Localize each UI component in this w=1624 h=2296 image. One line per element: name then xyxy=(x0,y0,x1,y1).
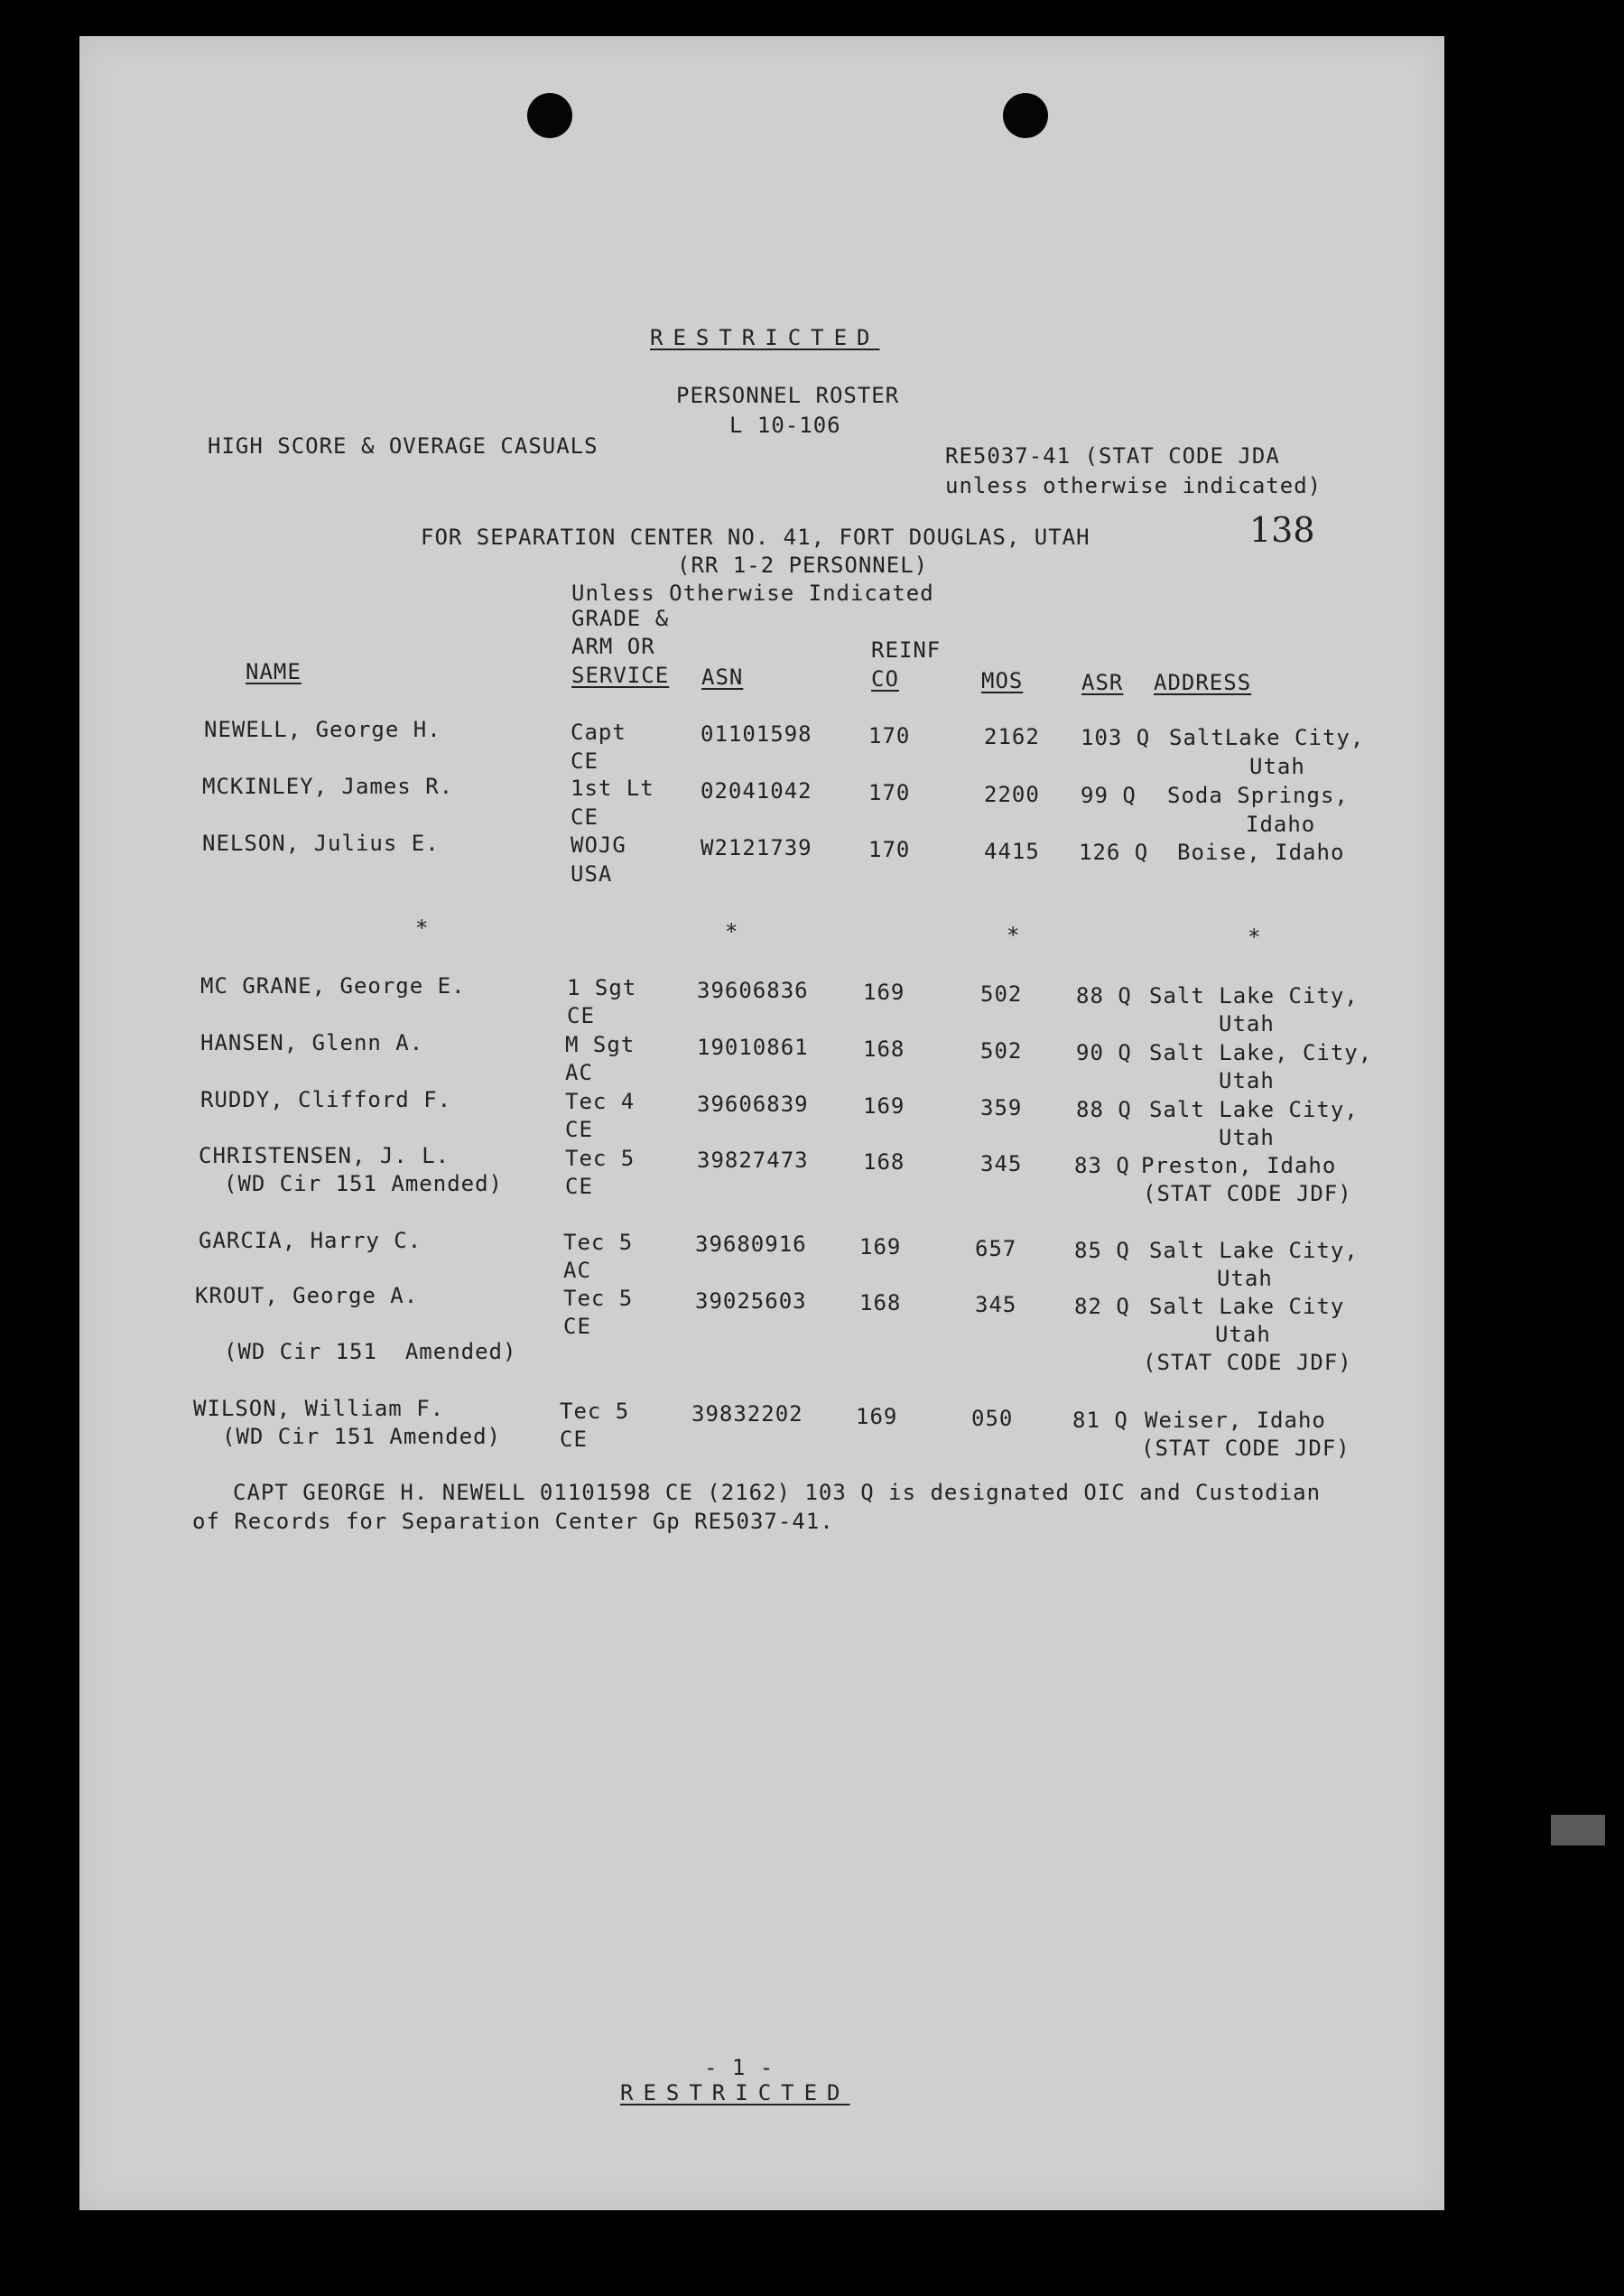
row-note: (WD Cir 151 Amended) xyxy=(224,1339,517,1364)
row-mos: 502 xyxy=(980,981,1023,1007)
row-grade: Tec 5 xyxy=(563,1230,634,1255)
row-name: KROUT, George A. xyxy=(195,1283,419,1308)
classification-header: RESTRICTED xyxy=(650,325,880,350)
row-co: 169 xyxy=(856,1404,898,1429)
row-asr: 85 Q xyxy=(1074,1238,1130,1263)
row-address-2: Utah xyxy=(1215,1322,1271,1347)
row-co: 170 xyxy=(868,723,911,748)
row-mos: 4415 xyxy=(984,839,1040,864)
page-stamp: 138 xyxy=(1249,510,1315,550)
separator-asterisk: * xyxy=(415,916,430,941)
custodian-note-line-1: CAPT GEORGE H. NEWELL 01101598 CE (2162) 103 Q is designated OIC and Custodian xyxy=(233,1480,1322,1505)
row-grade: Tec 5 xyxy=(560,1399,630,1424)
row-name: GARCIA, Harry C. xyxy=(199,1228,422,1253)
row-asn: 39832202 xyxy=(691,1401,803,1427)
row-address-1: Salt Lake City, xyxy=(1149,1238,1359,1263)
column-header-name: NAME xyxy=(246,659,302,684)
row-address-1: Salt Lake City, xyxy=(1149,1097,1359,1122)
classification-footer: RESTRICTED xyxy=(620,2080,850,2105)
row-asr: 82 Q xyxy=(1074,1294,1130,1319)
row-address-2: Utah xyxy=(1219,1125,1275,1150)
order-reference: L 10-106 xyxy=(729,413,841,438)
row-address-2: Utah xyxy=(1249,754,1305,779)
punch-hole-left xyxy=(527,93,572,138)
row-address-2: Utah xyxy=(1219,1068,1275,1093)
row-grade: Tec 5 xyxy=(563,1286,634,1311)
row-service: CE xyxy=(560,1427,588,1452)
row-asn: 19010861 xyxy=(697,1035,809,1060)
row-mos: 657 xyxy=(975,1236,1017,1261)
row-name: CHRISTENSEN, J. L. xyxy=(199,1143,450,1168)
document-page xyxy=(79,36,1444,2210)
row-address-1: Salt Lake City, xyxy=(1149,983,1359,1009)
row-co: 169 xyxy=(859,1234,902,1260)
column-header-grade-1: GRADE & xyxy=(571,606,670,631)
separator-asterisk: * xyxy=(1248,925,1262,950)
row-co: 168 xyxy=(863,1149,905,1175)
row-address-1: Boise, Idaho xyxy=(1177,840,1345,865)
roster-title: PERSONNEL ROSTER xyxy=(676,383,900,408)
row-name: RUDDY, Clifford F. xyxy=(200,1087,452,1112)
row-asr: 83 Q xyxy=(1074,1153,1130,1178)
row-service: AC xyxy=(563,1258,591,1283)
row-asn: 02041042 xyxy=(701,778,812,804)
row-address-1: Salt Lake City xyxy=(1149,1294,1345,1319)
separator-asterisk: * xyxy=(725,919,739,944)
group-label: HIGH SCORE & OVERAGE CASUALS xyxy=(208,433,599,459)
row-asr: 88 Q xyxy=(1076,1097,1132,1122)
row-mos: 345 xyxy=(975,1292,1017,1317)
row-asr: 103 Q xyxy=(1081,725,1151,750)
row-address-2: (STAT CODE JDF) xyxy=(1141,1436,1350,1461)
row-address-1: SaltLake City, xyxy=(1169,725,1365,750)
row-asn: 01101598 xyxy=(701,721,812,747)
row-service: CE xyxy=(567,1003,595,1028)
row-service: AC xyxy=(565,1060,593,1085)
page-number: - 1 - xyxy=(704,2055,775,2080)
row-co: 169 xyxy=(863,1093,905,1119)
row-name: WILSON, William F. xyxy=(193,1396,445,1421)
row-co: 168 xyxy=(863,1036,905,1062)
row-service: CE xyxy=(565,1117,593,1142)
custodian-note-line-2: of Records for Separation Center Gp RE5037-41. xyxy=(192,1509,834,1534)
row-name: NELSON, Julius E. xyxy=(202,831,440,856)
column-header-asr: ASR xyxy=(1081,670,1124,695)
column-header-grade-2: ARM OR xyxy=(571,634,655,659)
row-asn: 39680916 xyxy=(695,1232,807,1257)
row-mos: 050 xyxy=(971,1406,1014,1431)
row-grade: Tec 5 xyxy=(565,1146,636,1171)
row-address-2: Utah xyxy=(1217,1266,1273,1291)
column-header-reinf-2: CO xyxy=(871,666,899,692)
column-header-mos: MOS xyxy=(981,668,1024,693)
row-address-1: Soda Springs, xyxy=(1167,783,1349,808)
row-asr: 81 Q xyxy=(1072,1408,1128,1433)
row-name: MC GRANE, George E. xyxy=(200,973,466,999)
column-header-grade-3: SERVICE xyxy=(571,663,670,688)
row-grade: Capt xyxy=(571,720,626,745)
row-name: MCKINLEY, James R. xyxy=(202,774,454,799)
row-service: CE xyxy=(565,1174,593,1199)
unless-indicated-line: Unless Otherwise Indicated xyxy=(571,581,934,606)
row-address-2: Idaho xyxy=(1246,812,1316,837)
row-address-3: (STAT CODE JDF) xyxy=(1143,1350,1352,1375)
row-asr: 99 Q xyxy=(1081,783,1137,808)
row-co: 170 xyxy=(868,837,911,862)
row-asn: 39606839 xyxy=(697,1092,809,1117)
row-grade: 1st Lt xyxy=(571,776,654,801)
row-note: (WD Cir 151 Amended) xyxy=(222,1424,501,1449)
personnel-line: (RR 1-2 PERSONNEL) xyxy=(677,553,929,578)
column-header-address: ADDRESS xyxy=(1154,670,1252,695)
row-address-1: Weiser, Idaho xyxy=(1145,1408,1326,1433)
row-address-1: Salt Lake, City, xyxy=(1149,1040,1373,1065)
row-asn: 39025603 xyxy=(695,1288,807,1314)
edge-tab xyxy=(1551,1815,1605,1845)
stat-code-line-2: unless otherwise indicated) xyxy=(945,473,1322,498)
row-asr: 90 Q xyxy=(1076,1040,1132,1065)
row-asr: 126 Q xyxy=(1079,840,1149,865)
row-address-2: (STAT CODE JDF) xyxy=(1143,1181,1352,1206)
row-service: CE xyxy=(571,748,599,774)
row-asn: W2121739 xyxy=(701,835,812,860)
row-asn: 39606836 xyxy=(697,978,809,1003)
row-co: 170 xyxy=(868,780,911,805)
separation-center-line: FOR SEPARATION CENTER NO. 41, FORT DOUGLAS, UTAH xyxy=(421,525,1090,550)
row-mos: 345 xyxy=(980,1151,1023,1176)
row-co: 168 xyxy=(859,1290,902,1315)
row-service: USA xyxy=(571,861,613,887)
row-name: NEWELL, George H. xyxy=(204,717,441,742)
row-grade: M Sgt xyxy=(565,1032,636,1057)
row-asn: 39827473 xyxy=(697,1148,809,1173)
row-service: CE xyxy=(563,1314,591,1339)
separator-asterisk: * xyxy=(1007,923,1021,948)
row-grade: Tec 4 xyxy=(565,1089,636,1114)
row-grade: 1 Sgt xyxy=(567,975,637,1000)
row-asr: 88 Q xyxy=(1076,983,1132,1009)
row-name: HANSEN, Glenn A. xyxy=(200,1030,424,1055)
row-service: CE xyxy=(571,804,599,830)
row-note: (WD Cir 151 Amended) xyxy=(224,1171,503,1196)
row-address-1: Preston, Idaho xyxy=(1141,1153,1337,1178)
column-header-asn: ASN xyxy=(701,665,744,690)
row-grade: WOJG xyxy=(571,832,626,858)
row-mos: 2162 xyxy=(984,724,1040,749)
row-co: 169 xyxy=(863,980,905,1005)
row-mos: 359 xyxy=(980,1095,1023,1120)
row-mos: 2200 xyxy=(984,782,1040,807)
column-header-reinf-1: REINF xyxy=(871,637,942,663)
row-mos: 502 xyxy=(980,1038,1023,1064)
stat-code-line-1: RE5037-41 (STAT CODE JDA xyxy=(945,443,1280,469)
row-address-2: Utah xyxy=(1219,1011,1275,1036)
punch-hole-right xyxy=(1003,93,1048,138)
